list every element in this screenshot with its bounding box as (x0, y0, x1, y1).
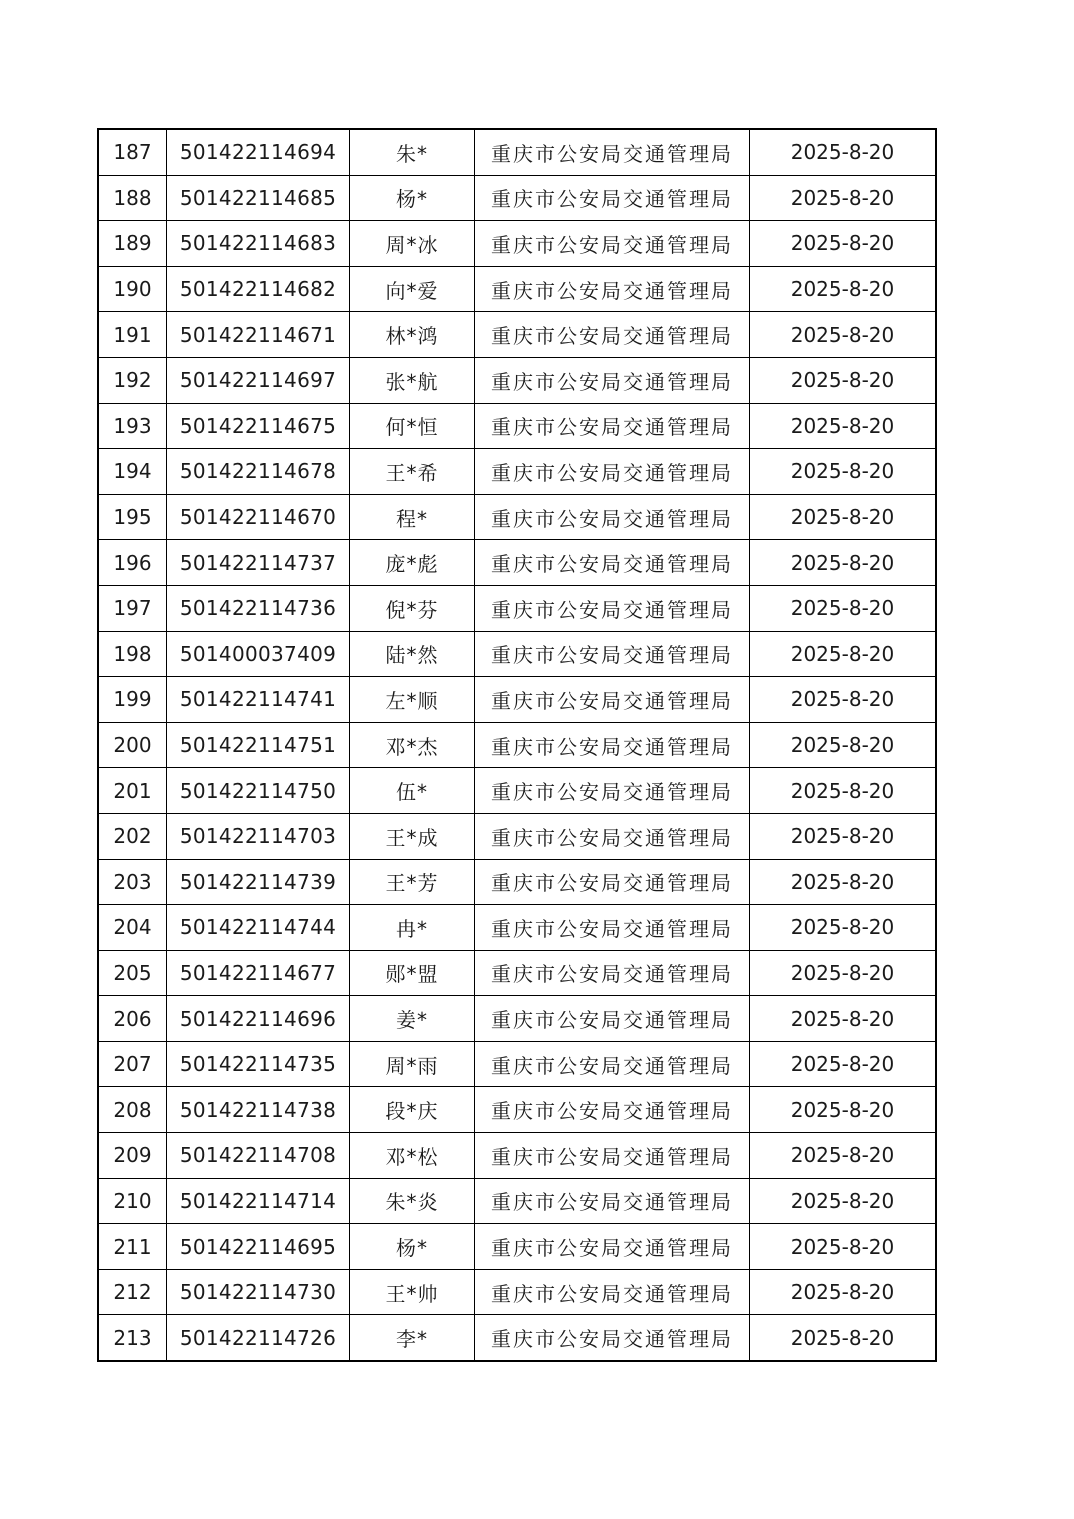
person-name-cell: 伍* (350, 768, 475, 814)
row-number-cell: 187 (98, 129, 167, 175)
record-id-cell: 501422114739 (167, 859, 350, 905)
table-row (98, 312, 936, 358)
row-number-cell: 208 (98, 1087, 167, 1133)
date-cell: 2025-8-20 (750, 631, 937, 677)
record-id-cell: 501422114670 (167, 494, 350, 540)
record-id-cell: 501422114741 (167, 677, 350, 723)
table-row (98, 1269, 936, 1315)
person-name-cell: 王*希 (350, 449, 475, 495)
date-cell: 2025-8-20 (750, 312, 937, 358)
record-id-cell: 501422114697 (167, 357, 350, 403)
row-number-cell: 191 (98, 312, 167, 358)
record-id-cell: 501422114738 (167, 1087, 350, 1133)
person-name-cell: 程* (350, 494, 475, 540)
date-cell: 2025-8-20 (750, 677, 937, 723)
organization-cell: 重庆市公安局交通管理局 (475, 403, 750, 449)
organization-cell: 重庆市公安局交通管理局 (475, 950, 750, 996)
organization-cell: 重庆市公安局交通管理局 (475, 585, 750, 631)
record-id-cell: 501422114750 (167, 768, 350, 814)
row-number-cell: 213 (98, 1315, 167, 1361)
table-row (98, 631, 936, 677)
organization-cell: 重庆市公安局交通管理局 (475, 1315, 750, 1361)
table-row (98, 1041, 936, 1087)
table-row (98, 1315, 936, 1361)
records-table (97, 128, 937, 1362)
organization-cell: 重庆市公安局交通管理局 (475, 1133, 750, 1179)
row-number-cell: 200 (98, 722, 167, 768)
date-cell: 2025-8-20 (750, 1041, 937, 1087)
person-name-cell: 左*顺 (350, 677, 475, 723)
organization-cell: 重庆市公安局交通管理局 (475, 859, 750, 905)
row-number-cell: 192 (98, 357, 167, 403)
organization-cell: 重庆市公安局交通管理局 (475, 175, 750, 221)
organization-cell: 重庆市公安局交通管理局 (475, 905, 750, 951)
table-row (98, 540, 936, 586)
record-id-cell: 501422114714 (167, 1178, 350, 1224)
record-id-cell: 501422114685 (167, 175, 350, 221)
person-name-cell: 杨* (350, 1224, 475, 1270)
table-row (98, 905, 936, 951)
person-name-cell: 邓*松 (350, 1133, 475, 1179)
person-name-cell: 郧*盟 (350, 950, 475, 996)
date-cell: 2025-8-20 (750, 403, 937, 449)
table-row (98, 768, 936, 814)
organization-cell: 重庆市公安局交通管理局 (475, 129, 750, 175)
table-row (98, 677, 936, 723)
person-name-cell: 冉* (350, 905, 475, 951)
table-row (98, 950, 936, 996)
date-cell: 2025-8-20 (750, 950, 937, 996)
row-number-cell: 199 (98, 677, 167, 723)
organization-cell: 重庆市公安局交通管理局 (475, 1269, 750, 1315)
date-cell: 2025-8-20 (750, 175, 937, 221)
record-id-cell: 501422114695 (167, 1224, 350, 1270)
row-number-cell: 197 (98, 585, 167, 631)
organization-cell: 重庆市公安局交通管理局 (475, 996, 750, 1042)
person-name-cell: 朱* (350, 129, 475, 175)
person-name-cell: 向*爱 (350, 266, 475, 312)
row-number-cell: 188 (98, 175, 167, 221)
date-cell: 2025-8-20 (750, 494, 937, 540)
row-number-cell: 210 (98, 1178, 167, 1224)
organization-cell: 重庆市公安局交通管理局 (475, 677, 750, 723)
date-cell: 2025-8-20 (750, 1178, 937, 1224)
record-id-cell: 501422114735 (167, 1041, 350, 1087)
record-id-cell: 501422114694 (167, 129, 350, 175)
row-number-cell: 194 (98, 449, 167, 495)
organization-cell: 重庆市公安局交通管理局 (475, 221, 750, 267)
person-name-cell: 林*鸿 (350, 312, 475, 358)
date-cell: 2025-8-20 (750, 357, 937, 403)
date-cell: 2025-8-20 (750, 813, 937, 859)
table-row (98, 266, 936, 312)
date-cell: 2025-8-20 (750, 585, 937, 631)
organization-cell: 重庆市公安局交通管理局 (475, 722, 750, 768)
date-cell: 2025-8-20 (750, 722, 937, 768)
person-name-cell: 朱*炎 (350, 1178, 475, 1224)
table-row (98, 129, 936, 175)
table-row (98, 1087, 936, 1133)
organization-cell: 重庆市公安局交通管理局 (475, 494, 750, 540)
record-id-cell: 501422114744 (167, 905, 350, 951)
date-cell: 2025-8-20 (750, 905, 937, 951)
person-name-cell: 庞*彪 (350, 540, 475, 586)
row-number-cell: 189 (98, 221, 167, 267)
record-id-cell: 501422114678 (167, 449, 350, 495)
row-number-cell: 195 (98, 494, 167, 540)
row-number-cell: 196 (98, 540, 167, 586)
table-row (98, 722, 936, 768)
record-id-cell: 501422114682 (167, 266, 350, 312)
person-name-cell: 姜* (350, 996, 475, 1042)
table-row (98, 813, 936, 859)
record-id-cell: 501422114736 (167, 585, 350, 631)
person-name-cell: 杨* (350, 175, 475, 221)
person-name-cell: 周*冰 (350, 221, 475, 267)
organization-cell: 重庆市公安局交通管理局 (475, 631, 750, 677)
row-number-cell: 201 (98, 768, 167, 814)
table-row (98, 449, 936, 495)
date-cell: 2025-8-20 (750, 859, 937, 905)
person-name-cell: 王*成 (350, 813, 475, 859)
table-row (98, 175, 936, 221)
row-number-cell: 198 (98, 631, 167, 677)
organization-cell: 重庆市公安局交通管理局 (475, 1178, 750, 1224)
table-row (98, 1224, 936, 1270)
person-name-cell: 何*恒 (350, 403, 475, 449)
table-row (98, 996, 936, 1042)
record-id-cell: 501422114675 (167, 403, 350, 449)
organization-cell: 重庆市公安局交通管理局 (475, 1041, 750, 1087)
date-cell: 2025-8-20 (750, 266, 937, 312)
record-id-cell: 501422114671 (167, 312, 350, 358)
date-cell: 2025-8-20 (750, 221, 937, 267)
organization-cell: 重庆市公安局交通管理局 (475, 813, 750, 859)
organization-cell: 重庆市公安局交通管理局 (475, 1087, 750, 1133)
date-cell: 2025-8-20 (750, 768, 937, 814)
table-row (98, 1178, 936, 1224)
table-row (98, 494, 936, 540)
person-name-cell: 李* (350, 1315, 475, 1361)
date-cell: 2025-8-20 (750, 1269, 937, 1315)
record-id-cell: 501422114751 (167, 722, 350, 768)
record-id-cell: 501422114708 (167, 1133, 350, 1179)
date-cell: 2025-8-20 (750, 540, 937, 586)
person-name-cell: 张*航 (350, 357, 475, 403)
organization-cell: 重庆市公安局交通管理局 (475, 768, 750, 814)
organization-cell: 重庆市公安局交通管理局 (475, 266, 750, 312)
organization-cell: 重庆市公安局交通管理局 (475, 1224, 750, 1270)
records-table-body (98, 129, 936, 1361)
table-row (98, 403, 936, 449)
date-cell: 2025-8-20 (750, 1224, 937, 1270)
row-number-cell: 206 (98, 996, 167, 1042)
row-number-cell: 205 (98, 950, 167, 996)
row-number-cell: 211 (98, 1224, 167, 1270)
table-row (98, 357, 936, 403)
table-row (98, 859, 936, 905)
record-id-cell: 501400037409 (167, 631, 350, 677)
row-number-cell: 193 (98, 403, 167, 449)
organization-cell: 重庆市公安局交通管理局 (475, 312, 750, 358)
date-cell: 2025-8-20 (750, 996, 937, 1042)
record-id-cell: 501422114737 (167, 540, 350, 586)
date-cell: 2025-8-20 (750, 1087, 937, 1133)
record-id-cell: 501422114677 (167, 950, 350, 996)
record-id-cell: 501422114703 (167, 813, 350, 859)
table-row (98, 221, 936, 267)
row-number-cell: 204 (98, 905, 167, 951)
record-id-cell: 501422114696 (167, 996, 350, 1042)
record-id-cell: 501422114726 (167, 1315, 350, 1361)
table-row (98, 585, 936, 631)
person-name-cell: 段*庆 (350, 1087, 475, 1133)
date-cell: 2025-8-20 (750, 1315, 937, 1361)
person-name-cell: 王*芳 (350, 859, 475, 905)
row-number-cell: 190 (98, 266, 167, 312)
person-name-cell: 周*雨 (350, 1041, 475, 1087)
record-id-cell: 501422114683 (167, 221, 350, 267)
date-cell: 2025-8-20 (750, 1133, 937, 1179)
row-number-cell: 209 (98, 1133, 167, 1179)
table-row (98, 1133, 936, 1179)
person-name-cell: 王*帅 (350, 1269, 475, 1315)
organization-cell: 重庆市公安局交通管理局 (475, 357, 750, 403)
date-cell: 2025-8-20 (750, 449, 937, 495)
row-number-cell: 207 (98, 1041, 167, 1087)
person-name-cell: 倪*芬 (350, 585, 475, 631)
organization-cell: 重庆市公安局交通管理局 (475, 540, 750, 586)
person-name-cell: 陆*然 (350, 631, 475, 677)
organization-cell: 重庆市公安局交通管理局 (475, 449, 750, 495)
person-name-cell: 邓*杰 (350, 722, 475, 768)
record-id-cell: 501422114730 (167, 1269, 350, 1315)
row-number-cell: 202 (98, 813, 167, 859)
row-number-cell: 212 (98, 1269, 167, 1315)
date-cell: 2025-8-20 (750, 129, 937, 175)
row-number-cell: 203 (98, 859, 167, 905)
